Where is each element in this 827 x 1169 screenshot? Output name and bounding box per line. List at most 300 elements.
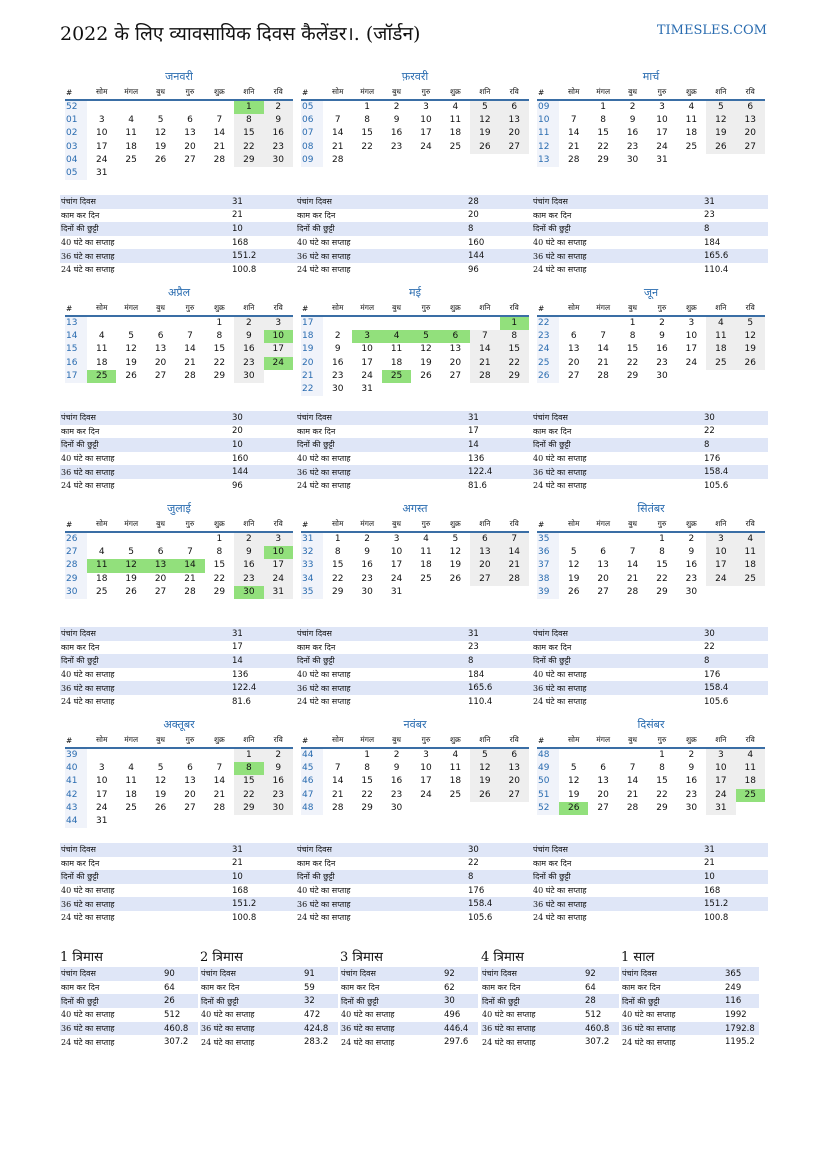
weekday-header: बुध xyxy=(146,301,175,316)
weekday-header: शनि xyxy=(470,301,499,316)
stat-label: 36 घंटे का सप्ताह xyxy=(60,249,231,263)
day-cell: 21 xyxy=(184,573,196,584)
week-row xyxy=(65,762,293,775)
holiday-day-cell: 1 xyxy=(500,316,529,330)
stat-row xyxy=(532,465,768,479)
weekday-header: रवि xyxy=(736,733,765,748)
day-cell: 14 xyxy=(213,128,226,139)
day-cell: 1 xyxy=(600,102,606,112)
empty-day-cell xyxy=(146,815,175,828)
stat-row xyxy=(60,452,296,466)
day-cell: 2 xyxy=(234,316,263,330)
day-cell: 10 xyxy=(95,128,108,139)
stat-label: काम कर दिन xyxy=(621,981,724,995)
day-cell: 23 xyxy=(685,789,698,800)
day-cell: 22 xyxy=(656,573,668,584)
stat-value: 90 xyxy=(163,967,198,981)
day-cell: 13 xyxy=(597,560,609,571)
week-number: 04 xyxy=(65,154,87,167)
weekday-header: बुध xyxy=(146,85,175,100)
stat-label: 40 घंटे का सप्ताह xyxy=(532,668,703,682)
day-cell: 12 xyxy=(449,547,462,558)
week-number: 50 xyxy=(537,775,559,788)
week-row xyxy=(65,330,293,343)
month-stats xyxy=(296,195,532,277)
day-cell: 6 xyxy=(470,532,499,546)
weekday-header: मंगल xyxy=(588,733,617,748)
stat-value: 168 xyxy=(703,884,768,898)
day-cell: 29 xyxy=(234,154,263,167)
summary-block xyxy=(481,949,619,1049)
stat-value: 184 xyxy=(467,668,532,682)
holiday-day-cell: 8 xyxy=(234,762,263,775)
weekday-header: बुध xyxy=(146,733,175,748)
day-cell: 12 xyxy=(154,128,167,139)
day-cell: 19 xyxy=(154,141,167,152)
day-cell: 14 xyxy=(470,343,499,356)
stat-label: 24 घंटे का सप्ताह xyxy=(60,479,231,493)
day-cell: 2 xyxy=(364,534,370,544)
week-number: 07 xyxy=(301,127,323,140)
week-number: 32 xyxy=(301,546,323,559)
week-number: 35 xyxy=(537,532,559,546)
day-cell: 5 xyxy=(736,316,765,330)
stat-row xyxy=(532,695,768,709)
stat-label: 24 घंटे का सप्ताह xyxy=(532,911,703,925)
stat-label: पंचांग दिवस xyxy=(296,411,467,425)
stat-row xyxy=(200,1022,338,1036)
day-cell: 2 xyxy=(688,534,695,544)
stat-label: 24 घंटे का सप्ताह xyxy=(60,911,231,925)
day-cell: 1 xyxy=(659,750,665,760)
day-cell: 7 xyxy=(470,330,499,343)
empty-day-cell xyxy=(411,316,440,330)
stat-row xyxy=(60,222,296,236)
weekday-header: गुरु xyxy=(175,517,204,532)
week-row xyxy=(65,167,293,180)
empty-day-cell xyxy=(441,802,470,815)
stat-label: 36 घंटे का सप्ताह xyxy=(296,249,467,263)
day-cell: 18 xyxy=(736,559,765,572)
stat-label: 36 घंटे का सप्ताह xyxy=(532,681,703,695)
week-row xyxy=(65,127,293,140)
stat-label: काम कर दिन xyxy=(481,981,584,995)
stat-label: दिनों की छुट्टी xyxy=(60,870,231,884)
day-cell: 14 xyxy=(626,776,639,787)
week-number: 42 xyxy=(65,789,87,802)
stat-value: 8 xyxy=(703,438,768,452)
stat-row xyxy=(60,668,296,682)
day-cell: 24 xyxy=(706,573,735,586)
stat-value: 14 xyxy=(467,438,532,452)
empty-day-cell xyxy=(175,100,204,114)
day-cell: 16 xyxy=(685,776,698,787)
stat-label: पंचांग दिवस xyxy=(481,967,584,981)
day-cell: 15 xyxy=(234,127,263,140)
week-number: 17 xyxy=(65,370,87,383)
day-cell: 27 xyxy=(449,370,462,381)
day-cell: 13 xyxy=(449,344,462,355)
day-cell: 21 xyxy=(597,357,609,368)
month-calendar xyxy=(65,286,293,383)
stat-label: 36 घंटे का सप्ताह xyxy=(60,1022,163,1036)
weekday-header: मंगल xyxy=(352,301,381,316)
day-cell: 26 xyxy=(470,789,499,802)
weekday-header: # xyxy=(537,85,559,100)
day-cell: 8 xyxy=(216,331,223,342)
stat-row xyxy=(340,967,478,981)
stat-row xyxy=(296,857,532,871)
day-cell: 28 xyxy=(213,802,226,813)
day-cell: 12 xyxy=(706,114,735,127)
stat-row xyxy=(532,209,768,223)
day-cell: 6 xyxy=(187,763,193,774)
stat-row xyxy=(296,681,532,695)
day-cell: 16 xyxy=(264,775,293,788)
month-stats xyxy=(296,411,532,493)
empty-day-cell xyxy=(559,748,588,762)
site-link[interactable]: TIMESLES.COM xyxy=(656,23,767,38)
day-cell: 28 xyxy=(184,586,196,597)
stat-label: पंचांग दिवस xyxy=(621,967,724,981)
day-cell: 1 xyxy=(659,534,665,544)
stat-value: 30 xyxy=(467,843,532,857)
stat-label: काम कर दिन xyxy=(532,209,703,223)
stat-label: पंचांग दिवस xyxy=(532,627,703,641)
day-cell: 21 xyxy=(500,559,529,572)
week-number: 08 xyxy=(301,141,323,154)
day-cell: 17 xyxy=(656,128,668,139)
stat-value: 96 xyxy=(231,479,296,493)
stat-row xyxy=(60,870,296,884)
day-cell: 9 xyxy=(264,762,293,775)
week-row xyxy=(301,383,529,396)
day-cell: 7 xyxy=(216,763,223,774)
week-row xyxy=(301,154,529,167)
weekday-header: # xyxy=(65,301,87,316)
stat-value: 283.2 xyxy=(303,1035,338,1049)
day-cell: 29 xyxy=(213,586,226,597)
stat-row xyxy=(60,695,296,709)
stat-label: 36 घंटे का सप्ताह xyxy=(60,465,231,479)
weekday-header: शुक्र xyxy=(205,517,234,532)
summary-stats xyxy=(340,967,478,1049)
day-cell: 18 xyxy=(449,128,462,139)
stat-row xyxy=(296,668,532,682)
stat-label: 36 घंटे का सप्ताह xyxy=(481,1022,584,1036)
summary-block xyxy=(340,949,478,1049)
week-row xyxy=(301,789,529,802)
weekday-header: मंगल xyxy=(588,301,617,316)
summary-title: 1 साल xyxy=(621,950,655,965)
day-cell: 17 xyxy=(706,775,735,788)
day-cell: 19 xyxy=(736,343,765,356)
day-cell: 27 xyxy=(470,573,499,586)
week-number: 43 xyxy=(65,802,87,815)
day-cell: 3 xyxy=(706,748,735,762)
stat-value: 96 xyxy=(467,263,532,277)
stat-row xyxy=(60,641,296,655)
day-cell: 16 xyxy=(626,128,639,139)
day-cell: 19 xyxy=(125,573,137,584)
stat-value: 151.2 xyxy=(703,897,768,911)
stat-label: दिनों की छुट्टी xyxy=(296,438,467,452)
day-cell: 25 xyxy=(420,573,432,584)
stat-value: 136 xyxy=(231,668,296,682)
weekday-header: रवि xyxy=(264,517,293,532)
day-cell: 15 xyxy=(234,775,263,788)
day-cell: 24 xyxy=(95,154,108,165)
stat-value: 105.6 xyxy=(467,911,532,925)
day-cell: 29 xyxy=(626,370,639,381)
day-cell: 17 xyxy=(420,128,432,139)
empty-day-cell xyxy=(441,383,470,396)
day-cell: 5 xyxy=(128,547,134,558)
stat-row xyxy=(296,843,532,857)
month-calendar xyxy=(537,502,765,599)
stat-value: 168 xyxy=(231,236,296,250)
weekday-header: शनि xyxy=(470,517,499,532)
day-cell: 23 xyxy=(390,141,403,152)
stat-label: 24 घंटे का सप्ताह xyxy=(60,1035,163,1049)
day-cell: 22 xyxy=(234,141,263,154)
stat-row xyxy=(60,236,296,250)
day-cell: 14 xyxy=(626,560,639,571)
stat-label: 24 घंटे का सप्ताह xyxy=(621,1035,724,1049)
empty-day-cell xyxy=(500,154,529,167)
day-cell: 31 xyxy=(656,154,668,165)
stat-label: दिनों की छुट्टी xyxy=(296,870,467,884)
stat-value: 31 xyxy=(231,195,296,209)
empty-day-cell xyxy=(87,100,116,114)
month-name: मार्च xyxy=(642,70,660,83)
stat-row xyxy=(60,1022,198,1036)
day-cell: 6 xyxy=(736,100,765,114)
stat-label: काम कर दिन xyxy=(532,641,703,655)
day-cell: 20 xyxy=(449,357,462,368)
month-calendar xyxy=(537,286,765,383)
day-cell: 14 xyxy=(567,128,580,139)
day-cell: 10 xyxy=(361,344,373,355)
summary-title: 2 त्रिमास xyxy=(200,950,243,965)
empty-day-cell xyxy=(352,154,381,167)
week-number: 39 xyxy=(65,748,87,762)
day-cell: 17 xyxy=(390,560,403,571)
empty-day-cell xyxy=(736,586,765,599)
day-cell: 15 xyxy=(597,128,609,139)
day-cell: 11 xyxy=(95,344,108,355)
stat-value: 92 xyxy=(443,967,478,981)
stat-row xyxy=(60,263,296,277)
stat-label: 24 घंटे का सप्ताह xyxy=(340,1035,443,1049)
day-cell: 13 xyxy=(736,114,765,127)
day-cell: 15 xyxy=(361,776,373,787)
day-cell: 15 xyxy=(213,560,226,571)
stat-row xyxy=(340,1022,478,1036)
stat-row xyxy=(296,236,532,250)
stat-value: 64 xyxy=(584,981,619,995)
empty-day-cell xyxy=(470,383,499,396)
day-cell: 3 xyxy=(393,534,400,544)
stat-label: काम कर दिन xyxy=(532,857,703,871)
stat-value: 8 xyxy=(467,654,532,668)
stat-value: 307.2 xyxy=(163,1035,198,1049)
day-cell: 4 xyxy=(736,748,765,762)
day-cell: 29 xyxy=(331,586,344,597)
month-calendar xyxy=(301,286,529,396)
stat-label: 36 घंटे का सप्ताह xyxy=(200,1022,303,1036)
day-cell: 18 xyxy=(390,357,403,368)
weekday-header: मंगल xyxy=(116,733,145,748)
stat-value: 105.6 xyxy=(703,695,768,709)
holiday-day-cell: 11 xyxy=(87,559,116,572)
day-cell: 8 xyxy=(629,331,636,342)
day-cell: 22 xyxy=(626,357,639,368)
empty-day-cell xyxy=(411,383,440,396)
weekday-header: बुध xyxy=(382,301,411,316)
day-cell: 23 xyxy=(390,789,403,800)
month-stats xyxy=(296,843,532,925)
weekday-header: बुध xyxy=(618,733,647,748)
stat-label: 40 घंटे का सप्ताह xyxy=(60,236,231,250)
empty-day-cell xyxy=(618,532,647,546)
weekday-header: बुध xyxy=(618,301,647,316)
empty-day-cell xyxy=(116,815,145,828)
day-cell: 30 xyxy=(390,802,403,813)
day-cell: 3 xyxy=(706,532,735,546)
month-stats xyxy=(60,195,296,277)
empty-day-cell xyxy=(146,532,175,546)
day-cell: 10 xyxy=(420,763,432,774)
stat-value: 1792.8 xyxy=(724,1022,759,1036)
week-number: 10 xyxy=(537,114,559,127)
stat-row xyxy=(296,263,532,277)
stat-label: दिनों की छुट्टी xyxy=(60,654,231,668)
day-cell: 30 xyxy=(264,802,293,815)
month-calendar xyxy=(301,718,529,815)
week-row xyxy=(65,775,293,788)
weekday-header: शनि xyxy=(470,733,499,748)
day-cell: 17 xyxy=(420,776,432,787)
day-cell: 23 xyxy=(361,573,373,584)
stat-label: 24 घंटे का सप्ताह xyxy=(532,695,703,709)
week-number: 23 xyxy=(537,330,559,343)
week-number: 12 xyxy=(537,141,559,154)
stat-value: 100.8 xyxy=(231,263,296,277)
stat-value: 31 xyxy=(703,843,768,857)
day-cell: 17 xyxy=(685,344,698,355)
week-row xyxy=(65,343,293,356)
stat-value: 31 xyxy=(467,411,532,425)
week-row xyxy=(65,815,293,828)
day-cell: 19 xyxy=(470,775,499,788)
month-grid xyxy=(537,517,765,599)
empty-day-cell xyxy=(411,802,440,815)
page-title: 2022 के लिए व्यावसायिक दिवस कैलेंडर।. (जॉर्डन) xyxy=(60,23,421,45)
day-cell: 24 xyxy=(95,802,108,813)
day-cell: 3 xyxy=(423,750,429,760)
day-cell: 2 xyxy=(393,102,400,112)
week-number: 22 xyxy=(301,383,323,396)
weekday-header: शनि xyxy=(706,301,735,316)
day-cell: 31 xyxy=(361,384,373,395)
day-cell: 30 xyxy=(264,154,293,167)
summary-stats xyxy=(621,967,759,1049)
month-grid xyxy=(65,85,293,180)
month-calendar xyxy=(65,718,293,828)
stat-label: 40 घंटे का सप्ताह xyxy=(60,452,231,466)
stat-value: 26 xyxy=(163,994,198,1008)
day-cell: 22 xyxy=(500,357,529,370)
day-cell: 10 xyxy=(95,776,108,787)
day-cell: 5 xyxy=(470,100,499,114)
week-row xyxy=(301,127,529,140)
stat-label: 36 घंटे का सप्ताह xyxy=(340,1022,443,1036)
day-cell: 18 xyxy=(449,776,462,787)
day-cell: 12 xyxy=(567,560,580,571)
day-cell: 21 xyxy=(213,789,226,800)
day-cell: 24 xyxy=(420,789,432,800)
day-cell: 9 xyxy=(234,330,263,343)
stat-value: 8 xyxy=(467,870,532,884)
stat-label: 40 घंटे का सप्ताह xyxy=(296,884,467,898)
day-cell: 7 xyxy=(600,331,606,342)
week-row xyxy=(65,114,293,127)
day-cell: 7 xyxy=(629,763,636,774)
weekday-header: गुरु xyxy=(175,733,204,748)
stat-label: दिनों की छुट्टी xyxy=(532,870,703,884)
stat-row xyxy=(532,911,768,925)
day-cell: 26 xyxy=(567,586,580,597)
weekday-header: शनि xyxy=(234,517,263,532)
day-cell: 19 xyxy=(470,127,499,140)
day-cell: 27 xyxy=(736,141,765,154)
stat-row xyxy=(296,695,532,709)
stat-label: 36 घंटे का सप्ताह xyxy=(60,681,231,695)
stat-label: 40 घंटे का सप्ताह xyxy=(296,668,467,682)
holiday-day-cell: 1 xyxy=(234,100,263,114)
week-number: 19 xyxy=(301,343,323,356)
day-cell: 16 xyxy=(361,560,373,571)
weekday-header: मंगल xyxy=(588,85,617,100)
holiday-day-cell: 10 xyxy=(264,546,293,559)
weekday-header: सोम xyxy=(559,301,588,316)
weekday-header: गुरु xyxy=(411,301,440,316)
stat-row xyxy=(621,1008,759,1022)
stat-value: 158.4 xyxy=(703,681,768,695)
stat-row xyxy=(532,897,768,911)
week-number: 13 xyxy=(65,316,87,330)
week-row xyxy=(301,748,529,762)
weekday-header: सोम xyxy=(323,517,352,532)
day-cell: 29 xyxy=(597,154,609,165)
day-cell: 11 xyxy=(390,344,403,355)
stat-label: 24 घंटे का सप्ताह xyxy=(532,263,703,277)
holiday-day-cell: 6 xyxy=(441,330,470,343)
stat-value: 59 xyxy=(303,981,338,995)
day-cell: 11 xyxy=(420,547,432,558)
stat-value: 31 xyxy=(231,627,296,641)
stat-row xyxy=(60,967,198,981)
holiday-day-cell: 25 xyxy=(382,370,411,383)
empty-day-cell xyxy=(264,167,293,180)
day-cell: 10 xyxy=(706,762,735,775)
day-cell: 18 xyxy=(95,357,108,368)
day-cell: 3 xyxy=(98,115,105,126)
day-cell: 6 xyxy=(570,331,577,342)
week-number: 14 xyxy=(65,330,87,343)
stat-value: 249 xyxy=(724,981,759,995)
